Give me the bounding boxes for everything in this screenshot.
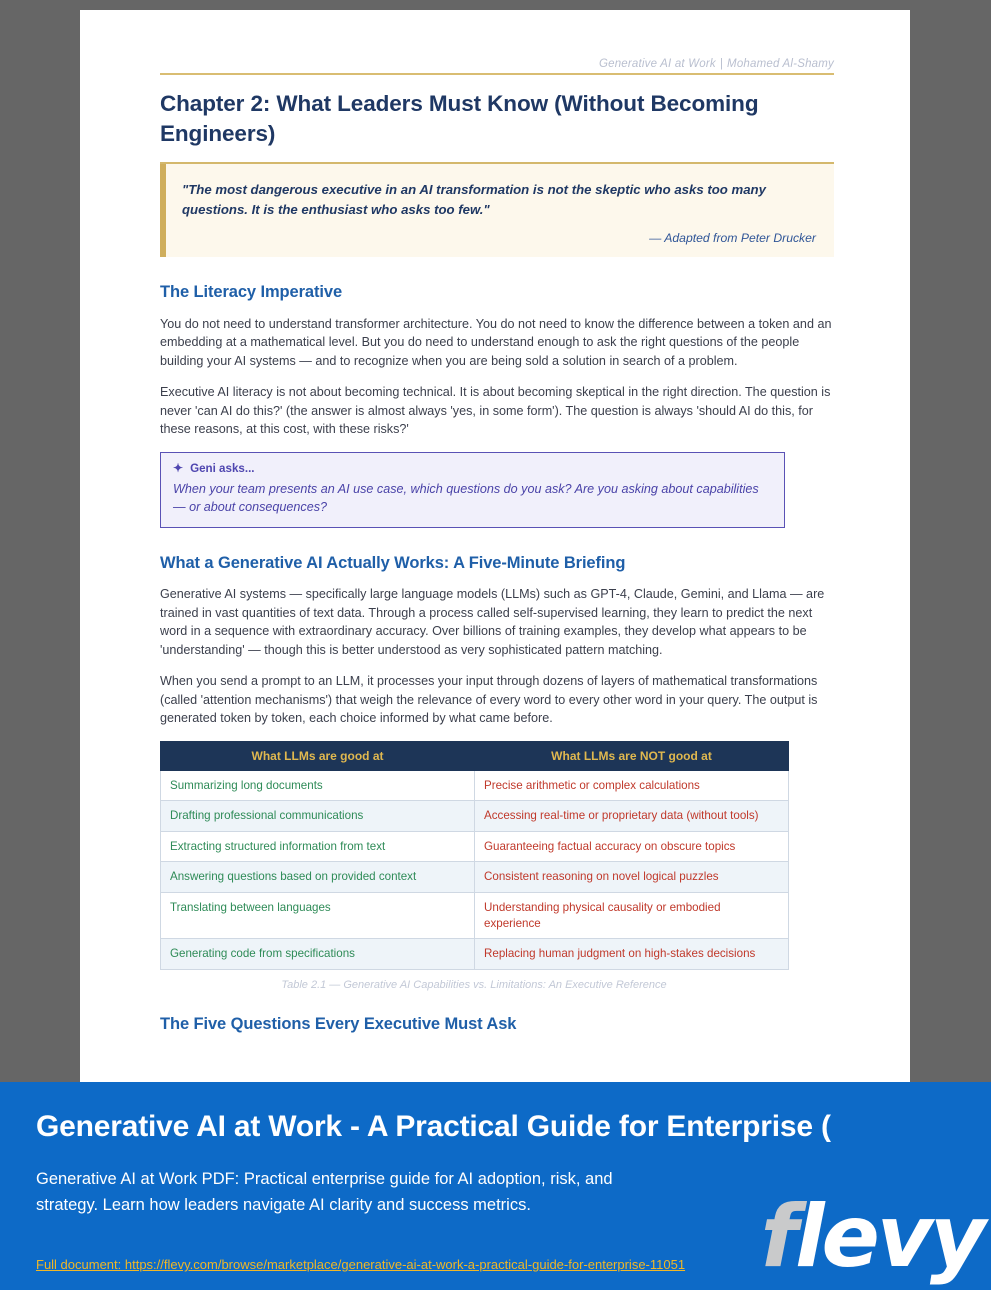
flevy-logo	[760, 1187, 983, 1287]
table-cell-not-good: Consistent reasoning on novel logical puzzles	[475, 862, 789, 893]
capabilities-table	[160, 741, 789, 970]
table-cell-not-good: Accessing real-time or proprietary data (without tools)	[475, 801, 789, 832]
table-cell-good: Answering questions based on provided context	[161, 862, 475, 893]
chapter-title: Chapter 2: What Leaders Must Know (Without Becoming Engineers)	[160, 91, 759, 146]
pull-quote-box	[160, 164, 834, 256]
table-row	[161, 862, 789, 893]
paragraph: Executive AI literacy is not about becoming technical. It is about becoming skeptical in the right direction. The question is never 'can AI do this?' (the answer is almost always 'yes, in some form'). The question is always 'should AI do this, for these reasons, at this cost, with these risks?'	[160, 385, 831, 436]
geni-asks-question: When your team presents an AI use case, which questions do you ask? Are you asking about capabilities — or about consequences?	[173, 481, 759, 514]
table-row	[161, 770, 789, 801]
geni-asks-label-row	[173, 462, 772, 475]
table-column-header-good: What LLMs are good at	[161, 741, 475, 770]
pull-quote-text: "The most dangerous executive in an AI transformation is not the skeptic who asks too many questions. It is the enthusiast who asks too few."	[182, 182, 766, 218]
document-page	[80, 10, 910, 1085]
table-cell-not-good: Guaranteeing factual accuracy on obscure topics	[475, 831, 789, 862]
table-row	[161, 939, 789, 970]
promo-document-link[interactable]: Full document: https://flevy.com/browse/marketplace/generative-ai-at-work-a-practical-guide-for-enterprise-11051	[36, 1257, 686, 1272]
geni-asks-callout	[160, 452, 785, 529]
table-cell-good: Generating code from specifications	[161, 939, 475, 970]
table-cell-good: Extracting structured information from text	[161, 831, 475, 862]
table-row	[161, 831, 789, 862]
section-heading-literacy-imperative: The Literacy Imperative	[160, 282, 343, 301]
geni-asks-label: Geni asks...	[190, 461, 255, 475]
table-row	[161, 893, 789, 939]
promo-banner	[0, 1082, 991, 1290]
running-header-book-title: Generative AI at Work	[598, 58, 716, 70]
promo-description: Generative AI at Work PDF: Practical enterprise guide for AI adoption, risk, and strategy. Learn how leaders navigate AI clarity and success metrics.	[36, 1170, 613, 1215]
table-cell-good: Summarizing long documents	[161, 770, 475, 801]
paragraph: You do not need to understand transformer architecture. You do not need to know the difference between a token and an embedding at a mathematical level. But you do need to understand enough to ask the right questions of the people building your AI systems — and to recognize when you are being sold a solution in search of a problem.	[160, 316, 832, 368]
table-cell-not-good: Replacing human judgment on high-stakes decisions	[475, 939, 789, 970]
promo-title: Generative AI at Work - A Practical Guide for Enterprise (	[36, 1110, 831, 1143]
flevy-logo-f: f	[760, 1187, 796, 1287]
page-content	[160, 58, 834, 1034]
table-cell-good: Drafting professional communications	[161, 801, 475, 832]
running-header	[160, 58, 834, 73]
table-caption: Table 2.1 — Generative AI Capabilities vs. Limitations: An Executive Reference	[281, 978, 667, 991]
table-cell-not-good: Precise arithmetic or complex calculations	[475, 770, 789, 801]
table-header-row	[161, 741, 789, 770]
header-rule-top	[160, 73, 834, 75]
pull-quote-attribution: — Adapted from Peter Drucker	[649, 230, 816, 245]
paragraph: When you send a prompt to an LLM, it processes your input through dozens of layers of mathematical transformations (called 'attention mechanisms') that weigh the relevance of every word to every other word in your query. The output is generated token by token, each choice informed by what came before.	[160, 674, 818, 725]
section-heading-five-questions: The Five Questions Every Executive Must Ask	[160, 1014, 517, 1033]
sparkle-icon: ✦	[173, 461, 184, 475]
flevy-logo-levy: levy	[795, 1187, 983, 1287]
running-header-separator: |	[719, 58, 724, 70]
table-column-header-not-good: What LLMs are NOT good at	[475, 741, 789, 770]
table-cell-not-good: Understanding physical causality or embodied experience	[475, 893, 789, 939]
table-cell-good: Translating between languages	[161, 893, 475, 939]
running-header-author: Mohamed Al-Shamy	[727, 58, 834, 70]
table-row	[161, 801, 789, 832]
paragraph: Generative AI systems — specifically large language models (LLMs) such as GPT-4, Claude, Gemini, and Llama — are trained in vast quantities of text data. Through a process called self-supervised learning, they learn to predict the next word in a sequence with extraordinary accuracy. Over billions of training examples, they develop what appears to be 'understanding' — though this is better understood as very sophisticated pattern matching.	[160, 587, 825, 657]
section-heading-how-genai-works: What a Generative AI Actually Works: A Five-Minute Briefing	[160, 554, 626, 572]
